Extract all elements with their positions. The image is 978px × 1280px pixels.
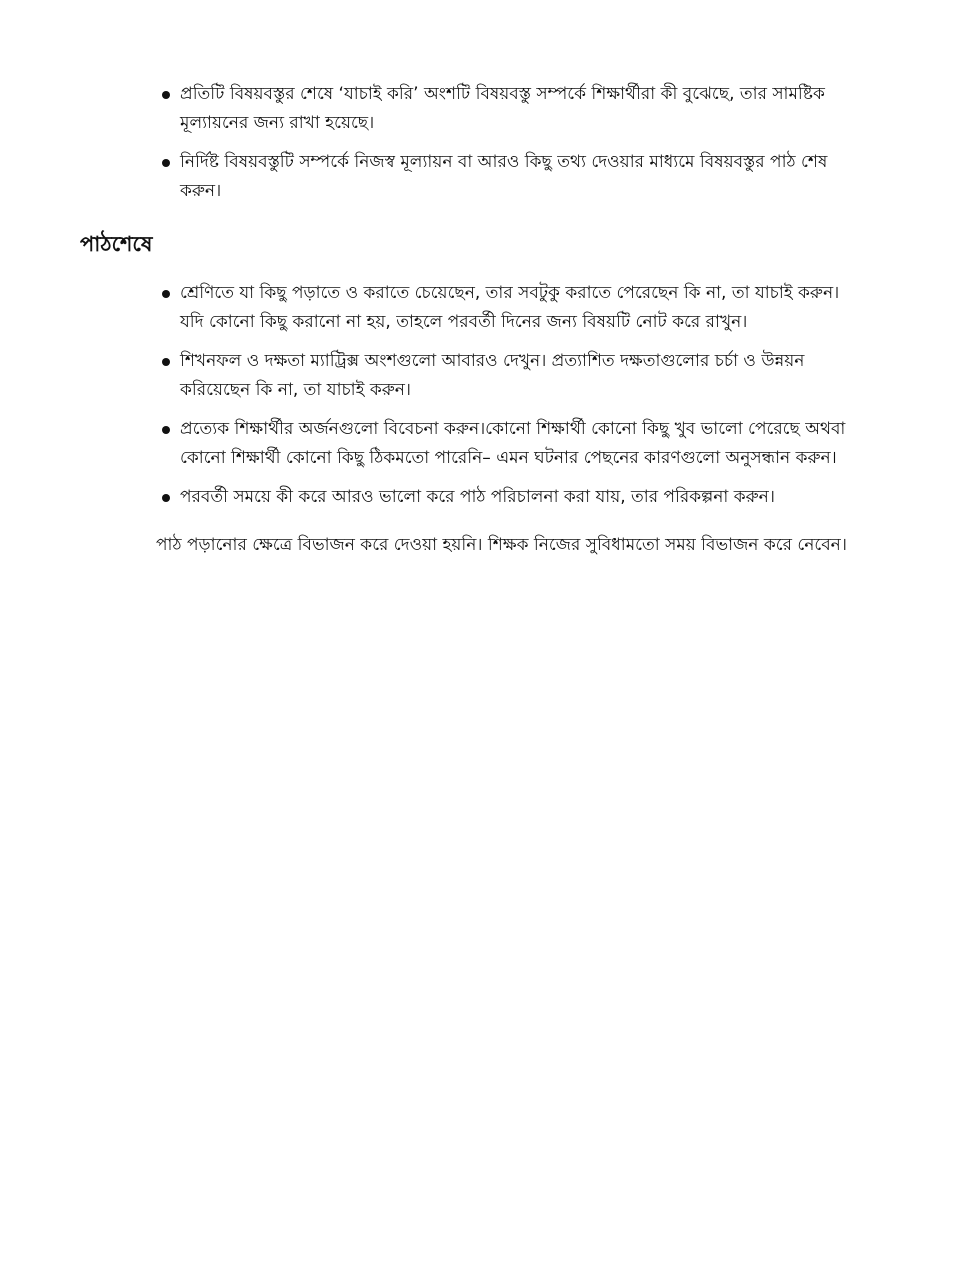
bullet-icon [162,494,170,502]
after-lesson-list [162,279,862,520]
list-item [162,483,862,512]
list-item [162,415,862,473]
list-item [162,279,862,337]
list-item-text: নির্দিষ্ট বিষয়বস্তুটি সম্পর্কে নিজস্ব মূল্যায়ন বা আরও কিছু তথ্য দেওয়ার মাধ্যমে বিষয়বস্তুর পাঠ শেষ করুন। [180,152,828,201]
section-heading: পাঠশেষে [80,232,153,256]
list-item [162,347,862,405]
bullet-icon [162,358,170,366]
bullet-icon [162,91,170,99]
list-item-text: শ্রেণিতে যা কিছু পড়াতে ও করাতে চেয়েছেন, তার সবটুকু করাতে পেরেছেন কি না, তা যাচাই করুন। যদি কোনো কিছু করানো না হয়, তাহলে পরবর্তী দিনের জন্য বিষয়টি নোট করে রাখুন। [180,283,840,332]
guideline-list [162,80,862,216]
list-item-text: শিখনফল ও দক্ষতা ম্যাট্রিক্স অংশগুলো আবারও দেখুন। প্রত্যাশিত দক্ষতাগুলোর চর্চা ও উন্নয়ন করিয়েছেন কি না, তা যাচাই করুন। [180,351,805,400]
list-item-text: প্রত্যেক শিক্ষার্থীর অর্জনগুলো বিবেচনা করুন।কোনো শিক্ষার্থী কোনো কিছু খুব ভালো পেরেছে অথবা কোনো শিক্ষার্থী কোনো কিছু ঠিকমতো পারেনি– এমন ঘটনার পেছনের কারণগুলো অনুসন্ধান করুন। [180,419,846,468]
bullet-icon [162,159,170,167]
list-item [162,148,862,206]
list-item-text: প্রতিটি বিষয়বস্তুর শেষে ‘যাচাই করি’ অংশটি বিষয়বস্তু সম্পর্কে শিক্ষার্থীরা কী বুঝেছে, তার সামষ্টিক মূল্যায়নের জন্য রাখা হয়েছে। [180,84,825,133]
bullet-icon [162,426,170,434]
list-item [162,80,862,138]
bullet-icon [162,290,170,298]
list-item-text: পরবর্তী সময়ে কী করে আরও ভালো করে পাঠ পরিচালনা করা যায়, তার পরিকল্পনা করুন। [180,487,775,507]
closing-note: পাঠ পড়ানোর ক্ষেত্রে বিভাজন করে দেওয়া হয়নি। শিক্ষক নিজের সুবিধামতো সময় বিভাজন করে নেবেন। [156,535,847,555]
